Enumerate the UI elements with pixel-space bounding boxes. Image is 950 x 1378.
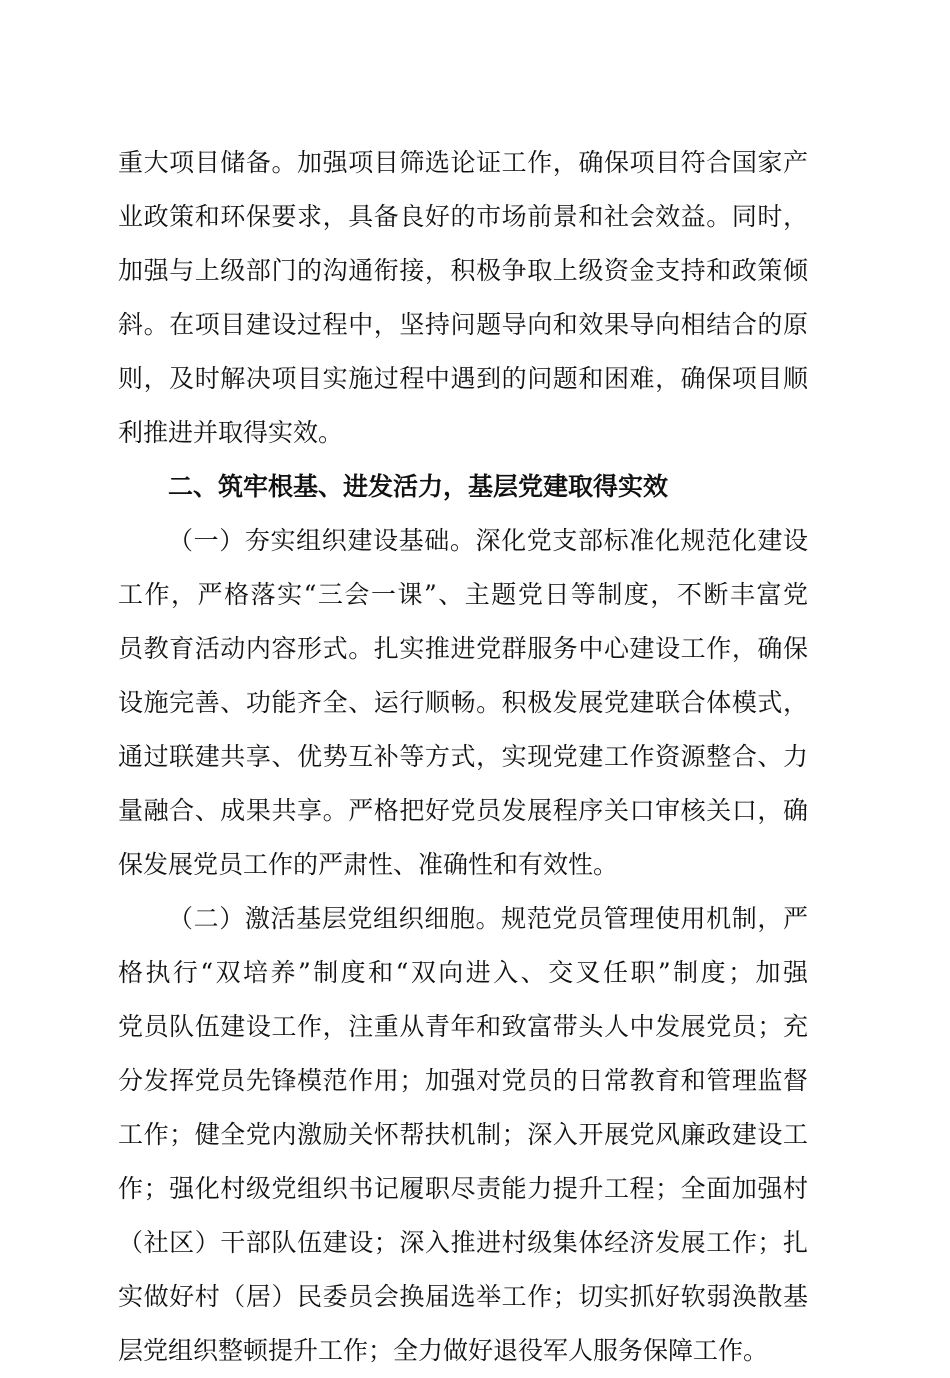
section-heading: 二、筑牢根基、进发活力，基层党建取得实效	[168, 472, 669, 501]
text-line: 重大项目储备。加强项目筛选论证工作，确保项目符合国家产	[118, 148, 808, 177]
text-line: 分发挥党员先锋模范作用；加强对党员的日常教育和管理监督	[118, 1066, 808, 1095]
section-heading-party-building	[118, 460, 808, 514]
text-line: 保发展党员工作的严肃性、准确性和有效性。	[118, 850, 619, 879]
paragraph-grassroots-cells	[118, 892, 808, 1378]
text-line: 量融合、成果共享。严格把好党员发展程序关口审核关口，确	[118, 796, 808, 825]
text-line: 工作；健全党内激励关怀帮扶机制；深入开展党风廉政建设工	[118, 1120, 808, 1149]
document-body	[118, 136, 808, 1378]
text-line: （二）激活基层党组织细胞。规范党员管理使用机制，严	[168, 904, 808, 933]
paragraph-organization-building	[118, 514, 808, 892]
text-line: 通过联建共享、优势互补等方式，实现党建工作资源整合、力	[118, 742, 808, 771]
text-line: 实做好村（居）民委员会换届选举工作；切实抓好软弱涣散基	[118, 1282, 808, 1311]
text-line: 作；强化村级党组织书记履职尽责能力提升工程；全面加强村	[118, 1174, 808, 1203]
text-line: 则，及时解决项目实施过程中遇到的问题和困难，确保项目顺	[118, 364, 808, 393]
text-line: 业政策和环保要求，具备良好的市场前景和社会效益。同时，	[118, 202, 808, 231]
text-line: 工作，严格落实“三会一课”、主题党日等制度，不断丰富党	[118, 580, 808, 609]
text-line: 利推进并取得实效。	[118, 418, 344, 447]
text-line: （一）夯实组织建设基础。深化党支部标准化规范化建设	[168, 526, 808, 555]
text-line: 层党组织整顿提升工作；全力做好退役军人服务保障工作。	[118, 1336, 769, 1365]
text-line: 党员队伍建设工作，注重从青年和致富带头人中发展党员；充	[118, 1012, 808, 1041]
paragraph-project-reserve	[118, 136, 808, 460]
text-line: 格执行“双培养”制度和“双向进入、交叉任职”制度；加强	[118, 958, 808, 987]
text-line: 员教育活动内容形式。扎实推进党群服务中心建设工作，确保	[118, 634, 808, 663]
text-line: 加强与上级部门的沟通衔接，积极争取上级资金支持和政策倾	[118, 256, 808, 285]
text-line: 设施完善、功能齐全、运行顺畅。积极发展党建联合体模式，	[118, 688, 808, 717]
text-line: （社区）干部队伍建设；深入推进村级集体经济发展工作；扎	[118, 1228, 808, 1257]
text-line: 斜。在项目建设过程中，坚持问题导向和效果导向相结合的原	[118, 310, 808, 339]
